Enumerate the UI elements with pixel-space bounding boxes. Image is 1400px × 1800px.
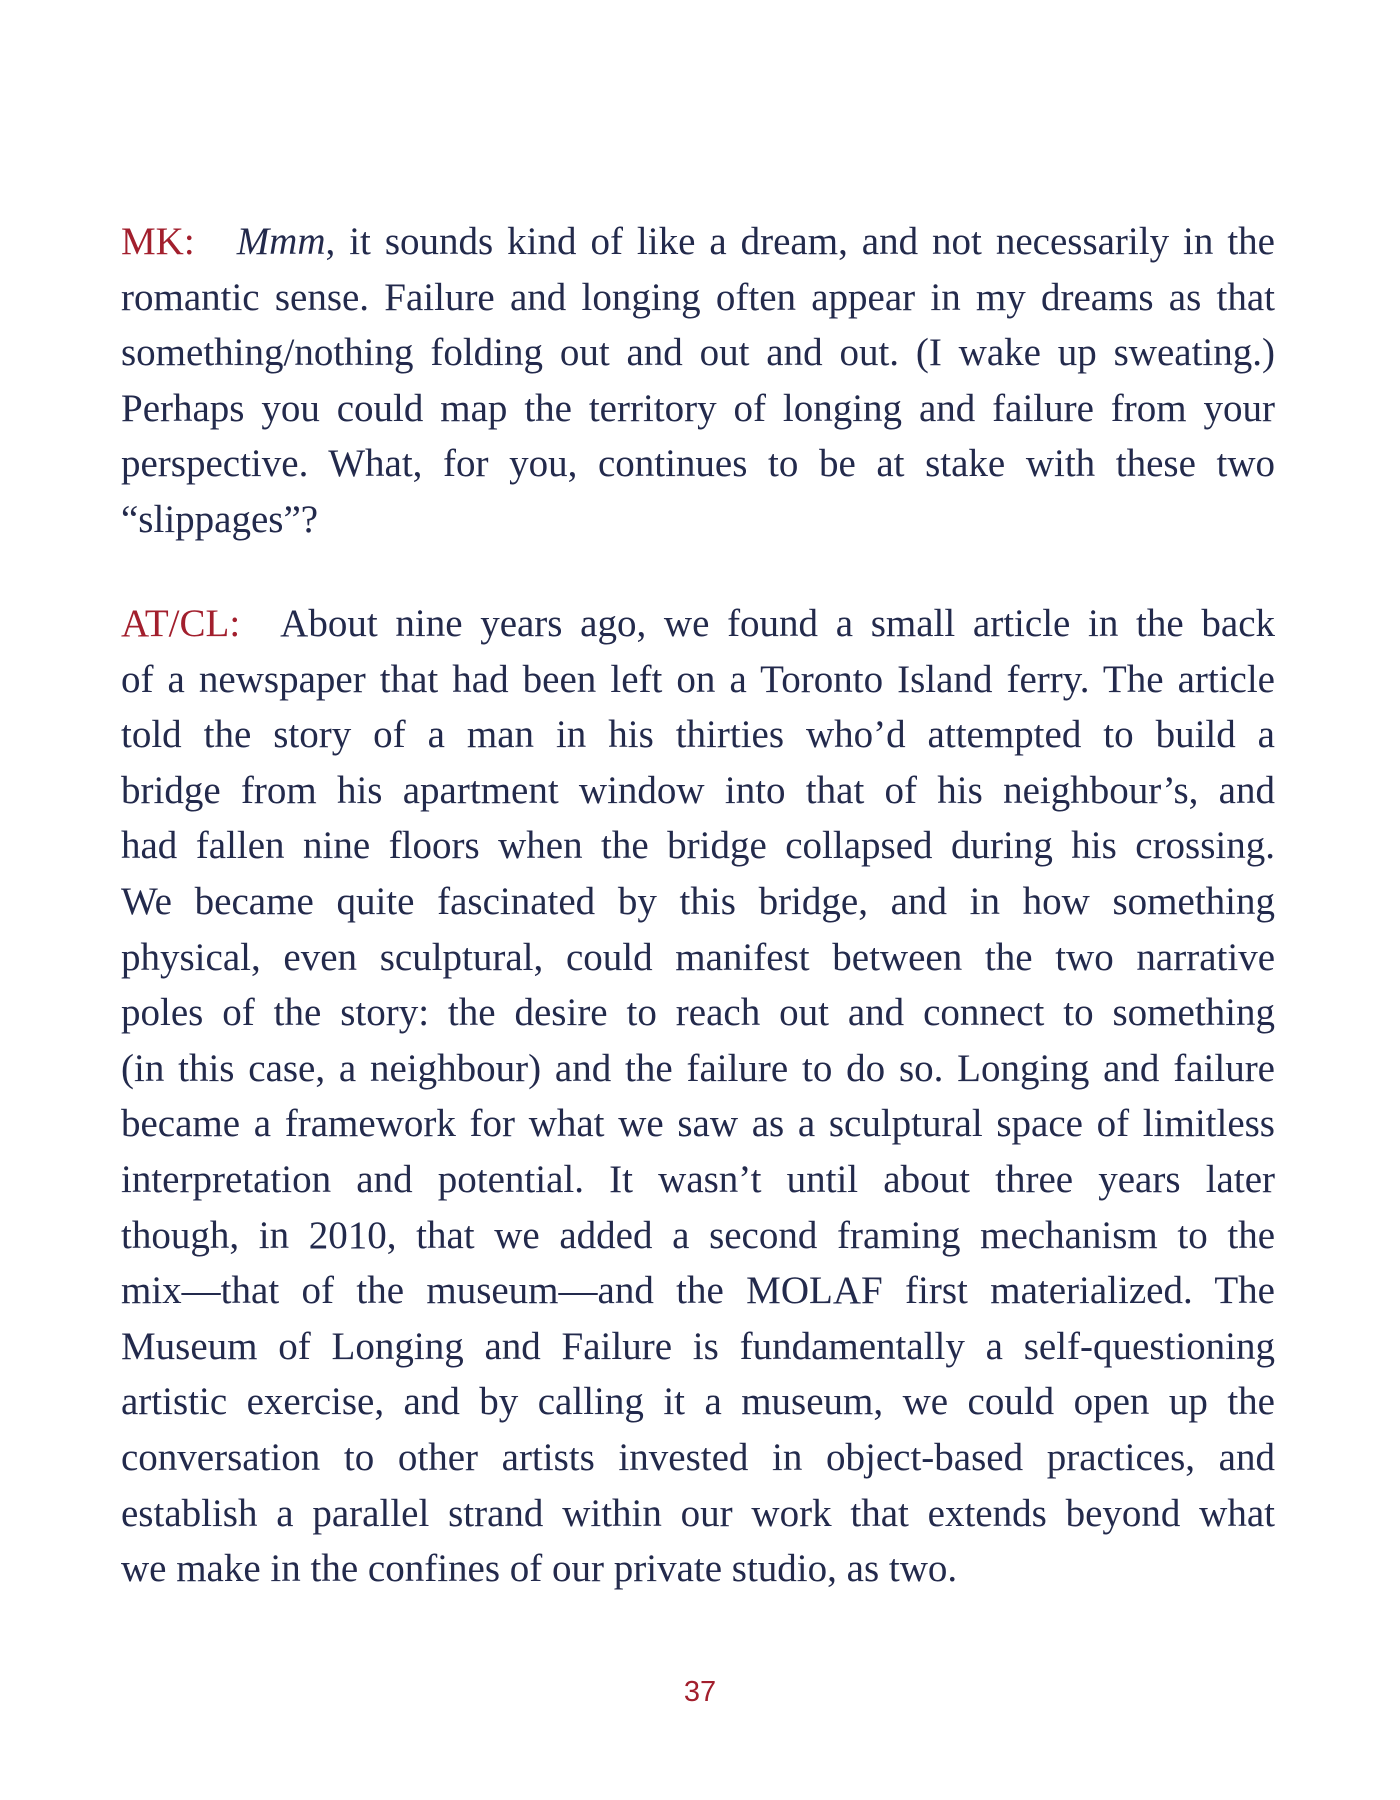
speaker-label: MK: xyxy=(121,220,195,263)
text-line: poles of the story: the desire to reach out and connect to something xyxy=(121,991,1275,1035)
interview-question-mk xyxy=(121,214,1275,548)
text-line: Museum of Longing and Failure is fundamentally a self-questioning xyxy=(121,1324,1275,1368)
text-line: “slippages”? xyxy=(121,497,319,541)
text-line: physical, even sculptural, could manifest between the two narrative xyxy=(121,935,1275,979)
text-line: interpretation and potential. It wasn’t until about three years later xyxy=(121,1157,1275,1201)
speaker-label: AT/CL: xyxy=(121,602,241,645)
page-number: 37 xyxy=(683,1676,717,1708)
text-line: though, in 2010, that we added a second framing mechanism to the xyxy=(121,1213,1275,1257)
text-line: of a newspaper that had been left on a Toronto Island ferry. The article xyxy=(121,657,1275,701)
text-line: MK: Mmm, it sounds kind of like a dream, and not necessarily in the xyxy=(121,220,1275,263)
text-line: perspective. What, for you, continues to be at stake with these two xyxy=(121,442,1275,486)
text-line: establish a parallel strand within our work that extends beyond what xyxy=(121,1491,1275,1535)
text-line: (in this case, a neighbour) and the failure to do so. Longing and failure xyxy=(121,1046,1275,1090)
text-line: We became quite fascinated by this bridge, and in how something xyxy=(121,879,1275,923)
emphasis-text: Mmm xyxy=(236,220,326,263)
text-line: bridge from his apartment window into that of his neighbour’s, and xyxy=(121,768,1275,812)
text-line: told the story of a man in his thirties who’d attempted to build a xyxy=(121,713,1275,757)
text-line: mix—that of the museum—and the MOLAF first materialized. The xyxy=(121,1269,1275,1313)
text-line: artistic exercise, and by calling it a museum, we could open up the xyxy=(121,1380,1275,1424)
interview-answer-atcl xyxy=(121,596,1275,1597)
text-line: became a framework for what we saw as a sculptural space of limitless xyxy=(121,1102,1275,1146)
text-line: something/nothing folding out and out and out. (I wake up sweating.) xyxy=(121,331,1275,375)
text-line: conversation to other artists invested in object-based practices, and xyxy=(121,1435,1275,1479)
text-line: had fallen nine floors when the bridge collapsed during his crossing. xyxy=(121,824,1275,868)
text-line: AT/CL: About nine years ago, we found a small article in the back xyxy=(121,602,1275,645)
text-line: romantic sense. Failure and longing often appear in my dreams as that xyxy=(121,275,1275,319)
text-line: Perhaps you could map the territory of longing and failure from your xyxy=(121,386,1275,430)
text-line: we make in the confines of our private studio, as two. xyxy=(121,1547,958,1591)
